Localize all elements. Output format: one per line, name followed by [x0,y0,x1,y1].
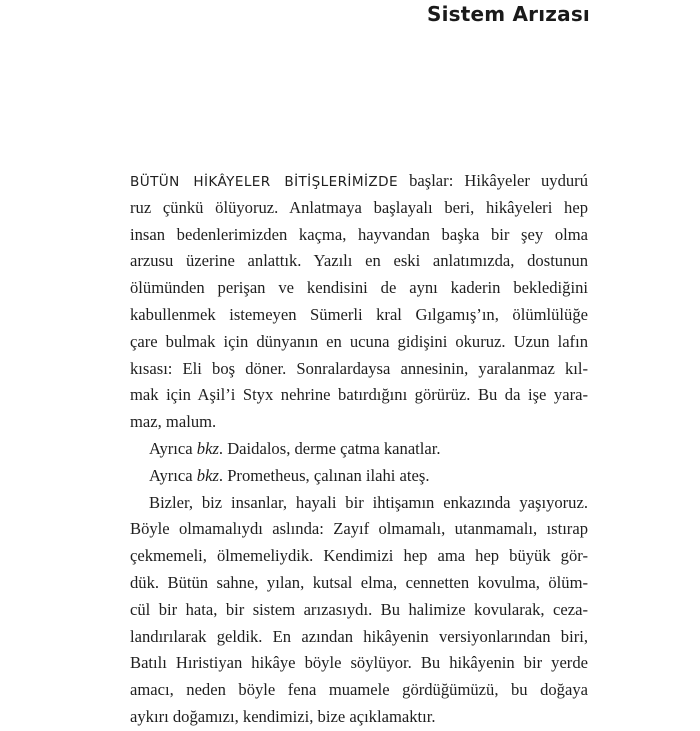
text-line: dük. Bütün sahne, yılan, kutsal elma, cennetten kovulma, ölüm- [130,572,588,592]
chapter-title: Sistem Arızası [427,2,590,26]
text-line: Böyle olmamalıydı aslında: Zayıf olmamalı, utanmamalı, ıstırap [130,519,588,539]
text-line: Bizler, biz insanlar, hayali bir ihtişamın enkazında yaşıyoruz. [149,492,588,512]
text-line: arzusu üzerine anlattık. Yazılı en eski anlatımızda, dostunun [130,251,588,271]
see-also-prefix: Ayrıca [149,438,197,458]
text-line: kısası: Eli boş döner. Sonralardaysa annesinin, yaralanmaz kıl- [130,358,588,378]
text-line: çare bulmak için dünyanın en ucuna gidişini okuruz. Uzun lafın [130,331,588,351]
text-line: kabullenmek istemeyen Sümerli kral Gılgamış’ın, ölümlülüğe [130,304,588,324]
text-line: Batılı Hıristiyan hikâye böyle söylüyor. Bu hikâyenin bir yerde [130,653,588,673]
see-also-line-2 [130,463,588,490]
opening-smallcaps: BÜTÜN HİKÂYELER BİTİŞLERİMİZDE [130,174,398,190]
body-text [130,168,588,731]
text-line: ölümünden perişan ve kendisini de aynı kaderin beklediğini [130,278,588,298]
text-line-1 [130,168,588,195]
see-also-abbr: bkz [196,465,219,485]
see-also-rest: . Prometheus, çalınan ilahi ateş. [218,465,430,485]
opening-line-rest: başlar: Hikâyeler uydurú [397,171,588,190]
see-also-rest: . Daidalos, derme çatma kanatlar. [218,438,441,458]
text-line: maz, malum. [130,412,217,432]
text-line: landırılarak geldik. En azından hikâyenin versiyonlarından biri, [130,626,588,646]
text-line: insan bedenlerimizden kaçma, hayvandan başka bir şey olma [130,224,588,244]
text-line: amacı, neden böyle fena muamele gördüğümüzü, bu doğaya [130,680,588,700]
text-line: ruz çünkü ölüyoruz. Anlatmaya başlayalı beri, hikâyeleri hep [130,197,588,217]
see-also-prefix: Ayrıca [149,465,197,485]
see-also-abbr: bkz [196,438,219,458]
text-line: cül bir hata, bir sistem arızasıydı. Bu halimize kovularak, ceza- [130,599,588,619]
text-line: mak için Aşil’i Styx nehrine batırdığını görürüz. Bu da işe yara- [130,385,588,405]
see-also-line-1 [130,436,588,463]
text-line: çekmemeli, ölmemeliydik. Kendimizi hep ama hep büyük gör- [130,546,588,566]
text-line: aykırı doğamızı, kendimizi, bize açıklamaktır. [130,706,436,726]
